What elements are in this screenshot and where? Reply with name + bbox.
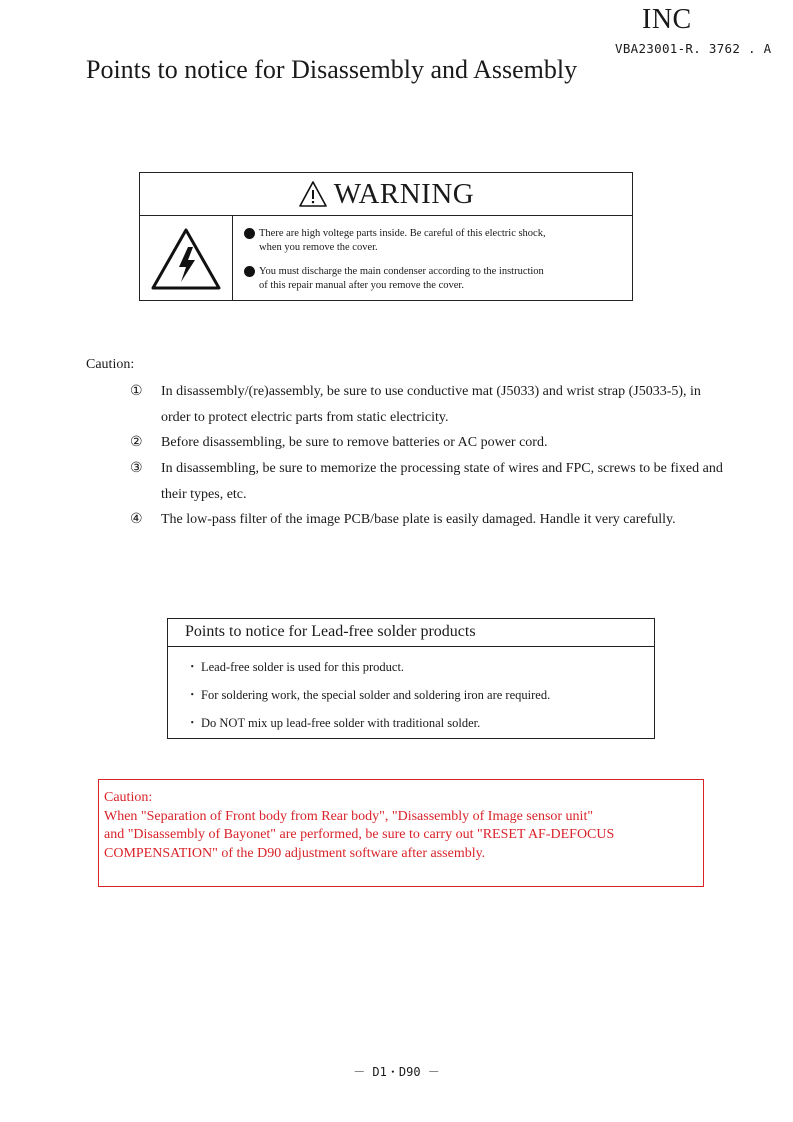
warning-item <box>244 227 546 255</box>
red-caution-line: and "Disassembly of Bayonet" are performed, be sure to carry out "RESET AF-DEFOCUS <box>104 827 615 842</box>
company-name: INC <box>642 4 692 35</box>
warning-box <box>139 172 633 301</box>
bullet-icon: ・ <box>186 716 199 730</box>
caution-item-line1: Before disassembling, be sure to remove batteries or AC power cord. <box>161 435 548 450</box>
bullet-icon: ・ <box>186 660 199 674</box>
caution-item-line1: The low-pass filter of the image PCB/base plate is easily damaged. Handle it very carefully. <box>161 512 676 527</box>
red-caution-line: COMPENSATION" of the D90 adjustment software after assembly. <box>104 845 486 861</box>
caution-item-line1: In disassembling, be sure to memorize the processing state of wires and FPC, screws to be fixed and <box>161 461 723 476</box>
warning-item-line1: You must discharge the main condenser according to the instruction <box>259 266 544 277</box>
warning-item-line2: of this repair manual after you remove the cover. <box>259 280 464 291</box>
leadfree-notice-box <box>167 618 655 739</box>
warning-item <box>244 265 544 293</box>
caution-item-line2: their types, etc. <box>161 487 247 502</box>
warning-title: WARNING <box>333 177 475 210</box>
warning-icon-cell <box>140 216 233 301</box>
caution-item <box>130 507 770 533</box>
warning-header <box>140 173 632 216</box>
leadfree-item <box>186 657 404 675</box>
bullet-icon: ・ <box>186 688 199 702</box>
red-caution-line: When "Separation of Front body from Rear body", "Disassembly of Image sensor unit" <box>104 808 594 824</box>
page-title: Points to notice for Disassembly and Assembly <box>86 55 578 84</box>
warning-triangle-icon <box>298 180 328 208</box>
caution-item-number: ② <box>130 435 143 450</box>
caution-item-number: ③ <box>130 461 143 476</box>
red-caution-label: Caution: <box>104 790 153 805</box>
caution-item-line1: In disassembly/(re)assembly, be sure to use conductive mat (J5033) and wrist strap (J5033-5), in <box>161 384 701 399</box>
leadfree-item <box>186 713 480 731</box>
bullet-dot-icon <box>244 266 255 277</box>
leadfree-item-text: Lead-free solder is used for this product. <box>201 660 405 674</box>
leadfree-title: Points to notice for Lead-free solder products <box>168 619 654 647</box>
caution-item-number: ① <box>130 384 143 399</box>
red-caution-box <box>98 779 704 887</box>
leadfree-item <box>186 685 550 703</box>
caution-label: Caution: <box>86 357 135 372</box>
caution-item <box>130 430 770 456</box>
caution-item-line2: order to protect electric parts from static electricity. <box>161 410 449 425</box>
document-number: VBA23001-R. 3762 . A <box>615 41 772 56</box>
caution-item <box>130 379 770 431</box>
warning-item-line2: when you remove the cover. <box>259 242 378 253</box>
high-voltage-icon <box>150 227 222 291</box>
caution-item-number: ④ <box>130 512 143 527</box>
page-number: － D1・D90 － <box>353 1065 440 1079</box>
warning-item-line1: There are high voltege parts inside. Be careful of this electric shock, <box>259 228 546 239</box>
caution-item <box>130 456 770 508</box>
leadfree-item-text: Do NOT mix up lead-free solder with traditional solder. <box>201 716 481 730</box>
leadfree-item-text: For soldering work, the special solder and soldering iron are required. <box>201 688 551 702</box>
bullet-dot-icon <box>244 228 255 239</box>
